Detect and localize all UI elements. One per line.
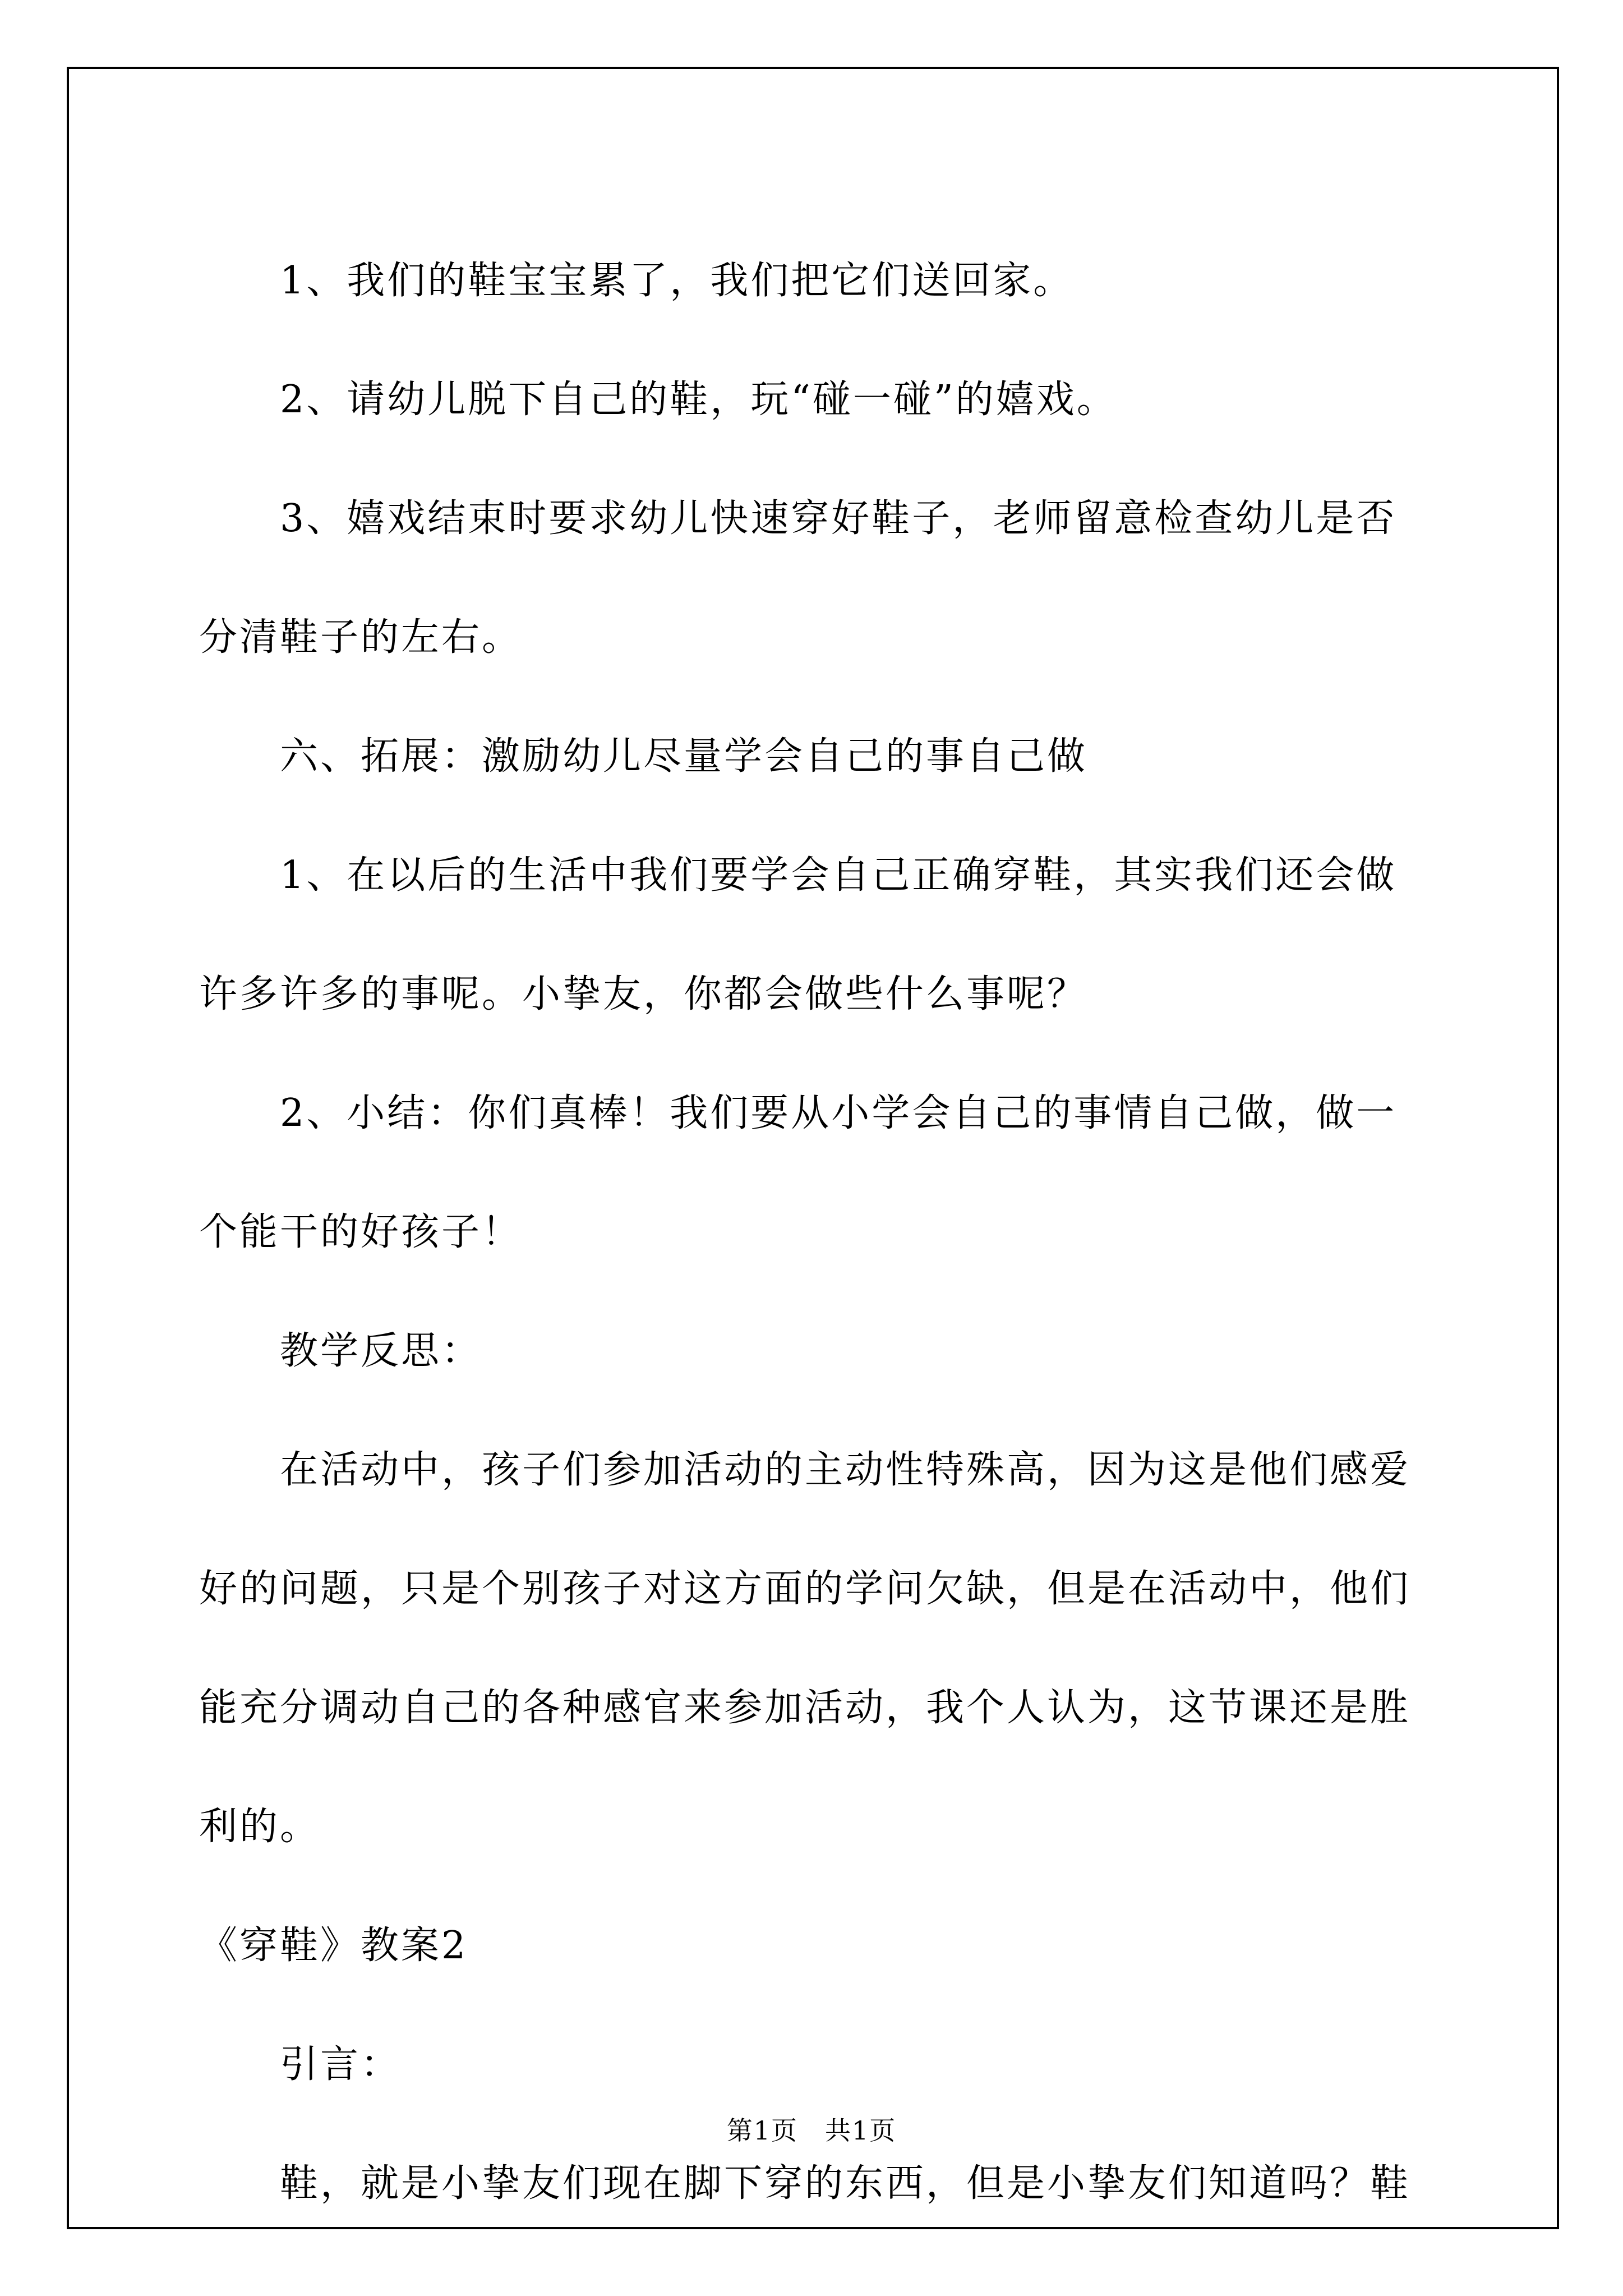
paragraph-summary: 2、小结：你们真棒！我们要从小学会自己的事情自己做，做一个能干的好孩子！ xyxy=(199,1091,1397,1254)
page-footer: 第1页 共1页 xyxy=(726,2115,897,2146)
paragraph-step-2: 2、请幼儿脱下自己的鞋，玩“碰一碰”的嬉戏。 xyxy=(280,378,1117,422)
paragraph-step-3: 3、嬉戏结束时要求幼儿快速穿好鞋子，老师留意检查幼儿是否分清鞋子的左右。 xyxy=(199,496,1397,660)
paragraph-extension: 六、拓展：激励幼儿尽量学会自己的事自己做 xyxy=(280,734,1088,779)
paragraph-extension-1: 1、在以后的生活中我们要学会自己正确穿鞋，其实我们还会做许多许多的事呢。小挚友，你都会做些什么事呢？ xyxy=(199,853,1397,1016)
section-heading: 《穿鞋》教案2 xyxy=(199,1924,468,1968)
paragraph-intro-title: 引言： xyxy=(280,2042,402,2087)
document-body xyxy=(199,222,1433,2243)
paragraph-reflection-body: 在活动中，孩子们参加活动的主动性特殊高，因为这是他们感爱好的问题，只是个别孩子对这方面的学问欠缺，但是在活动中，他们能充分调动自己的各种感官来参加活动，我个人认为，这节课还是胜利的。 xyxy=(199,1448,1411,1849)
paragraph-intro-body: 鞋，就是小挚友们现在脚下穿的东西，但是小挚友们知道吗？鞋 xyxy=(280,2161,1411,2206)
paragraph-step-1: 1、我们的鞋宝宝累了，我们把它们送回家。 xyxy=(280,259,1074,303)
paragraph-reflection-title: 教学反思： xyxy=(280,1329,482,1373)
